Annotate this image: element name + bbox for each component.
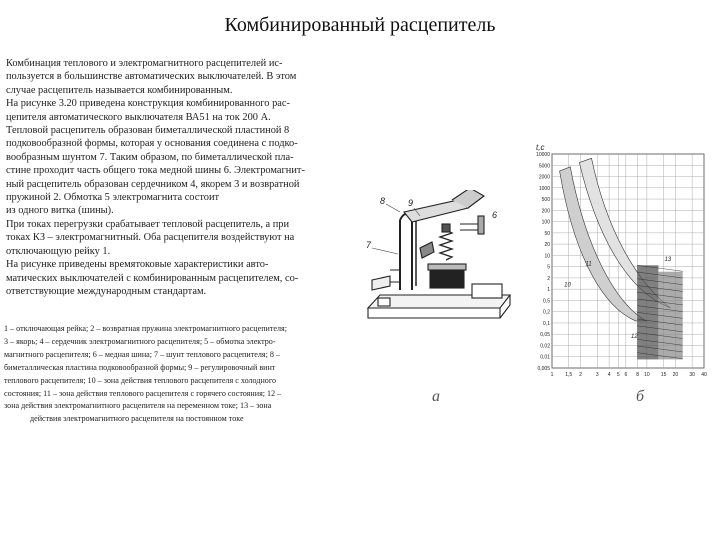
chart-x-tick-label: 1 (550, 372, 554, 378)
text-line: вообразным шунтом 7. Таким образом, по биметаллической пла- (6, 151, 294, 163)
chart-y-tick-label: 2 (547, 275, 550, 282)
chart-y-tick-label: 0,02 (540, 343, 550, 350)
text-line: ответствующие международным стандартам. (6, 285, 207, 297)
chart-y-tick-label: 0,05 (540, 332, 550, 339)
chart-y-tick-label: 50 (544, 230, 550, 237)
zone-label: 13 (664, 257, 672, 263)
chart-y-tick-label: 20 (544, 242, 550, 249)
chart-y-tick-label: 10 (544, 253, 550, 260)
chart-x-tick-label: 1,5 (565, 372, 573, 378)
chart-y-tick-label: 100 (541, 219, 550, 226)
caption-line: теплового расцепителя; 10 – зона действия теплового расцепителя с холодного (4, 375, 277, 385)
thermal-zone (560, 167, 647, 321)
text-line: пружиной 2. Обмотка 5 электромагнита состоит (6, 192, 220, 204)
chart-x-tick-label: 15 (660, 372, 667, 378)
chart-y-tick-label: 5 (547, 264, 550, 271)
figure-label-b: б (636, 388, 645, 405)
zone-label: 10 (564, 282, 571, 289)
caption-line: магнитного расцепителя; 6 – медная шина; 7 – шунт теплового расцепителя; 8 – (4, 349, 280, 359)
text-line: ный расцепитель образован сердечником 4, якорем 3 и возвратной (6, 178, 300, 190)
chart-axis-label: t,с (536, 143, 545, 152)
core-shape (430, 268, 464, 288)
armature-shape (404, 200, 468, 222)
text-line: Комбинация теплового и электромагнитного расцепителей ис- (6, 58, 283, 69)
chart-x-tick-label: 20 (672, 372, 679, 378)
callout-8: 8 (380, 196, 386, 206)
time-current-chart (532, 140, 712, 380)
text-line: отключающую рейку 1. (6, 245, 111, 257)
text-line: токах КЗ – электромагнитный. Оба расцепителя воздействуют на (6, 232, 295, 244)
callout-9: 9 (408, 198, 414, 208)
text-line: случае расцепитель называется комбинированным. (6, 84, 233, 96)
text-line: На рисунке приведены времятоковые характеристики авто- (6, 259, 269, 271)
chart-y-tick-label: 1000 (538, 185, 550, 192)
chart-x-tick-label: 30 (689, 372, 695, 378)
chart-y-tick-label: 5000 (538, 163, 550, 170)
text-line: матических выключателей с комбинированным расцепителем, со- (6, 272, 299, 284)
chart-y-tick-label: 0,2 (543, 309, 550, 316)
caption-line: 1 – отключающая рейка; 2 – возвратная пружина электромагнитного расцепителя; (4, 324, 288, 333)
chart-x-tick-label: 2 (579, 372, 582, 378)
caption-line: действия электромагнитного расцепителя на постоянном токе (30, 414, 244, 424)
body-text (6, 57, 356, 298)
chart-y-tick-label: 10000 (536, 152, 550, 158)
caption-line: 3 – якорь; 4 – сердечник электромагнитного расцепителя; 5 – обмотка электро- (4, 336, 276, 346)
zone-label: 12 (631, 334, 638, 341)
chart-x-tick-label: 6 (624, 372, 628, 378)
text-line: из одного витка (шины). (6, 205, 114, 217)
figure-caption (4, 323, 360, 426)
chart-y-tick-label: 200 (541, 208, 550, 215)
chart-y-tick-label: 1 (547, 287, 550, 294)
chart-y-tick-label: 0,005 (537, 366, 550, 372)
callout-6: 6 (492, 210, 498, 220)
chart-y-tick-label: 500 (541, 197, 550, 204)
text-line: пользуется в большинстве автоматических выключателей. В этом (6, 71, 297, 83)
chart-x-tick-label: 4 (607, 372, 611, 378)
chart-y-tick-label: 0,01 (540, 354, 550, 361)
text-line: подковообразной формы, которая у основания соединена с подко- (6, 138, 298, 150)
text-line: стине проходит часть общего тока медной шины 6. Электромагнит- (6, 165, 305, 177)
text-line: При токах перегрузки срабатывает тепловой расцепитель, а при (6, 218, 290, 230)
page-title: Комбинированный расцепитель (224, 14, 496, 36)
device-drawing (360, 190, 530, 340)
callout-7: 7 (366, 240, 372, 250)
chart-x-tick-label: 3 (595, 372, 599, 378)
zone-label: 11 (585, 261, 592, 268)
chart-y-tick-label: 2000 (538, 174, 550, 181)
chart-x-tick-label: 5 (616, 372, 620, 378)
caption-line: биметаллическая пластина подковообразной формы; 9 – регулировочный винт (4, 362, 276, 372)
chart-y-tick-label: 0,1 (543, 320, 550, 327)
chart-y-tick-label: 0,5 (543, 298, 550, 305)
text-line: цепителя автоматического выключателя ВА51 на ток 200 А. (6, 111, 271, 123)
bimetal-shape (400, 214, 412, 290)
text-line: На рисунке 3.20 приведена конструкция комбинированного рас- (6, 98, 290, 110)
figure-label-a: а (432, 388, 440, 405)
caption-line: состояния; 11 – зона действия теплового расцепителя с горячего состояния; 12 – (4, 388, 282, 398)
chart-x-tick-label: 40 (701, 372, 707, 378)
chart-x-tick-label: 8 (636, 372, 640, 378)
text-line: Тепловой расцепитель образован биметаллической пластиной 8 (6, 125, 290, 137)
spring-shape (440, 230, 452, 260)
magnetic-zone-ac (637, 265, 658, 359)
chart-x-tick-label: 10 (644, 372, 650, 378)
caption-line: зона действия электромагнитного расцепителя на переменном токе; 13 – зона (4, 401, 272, 411)
